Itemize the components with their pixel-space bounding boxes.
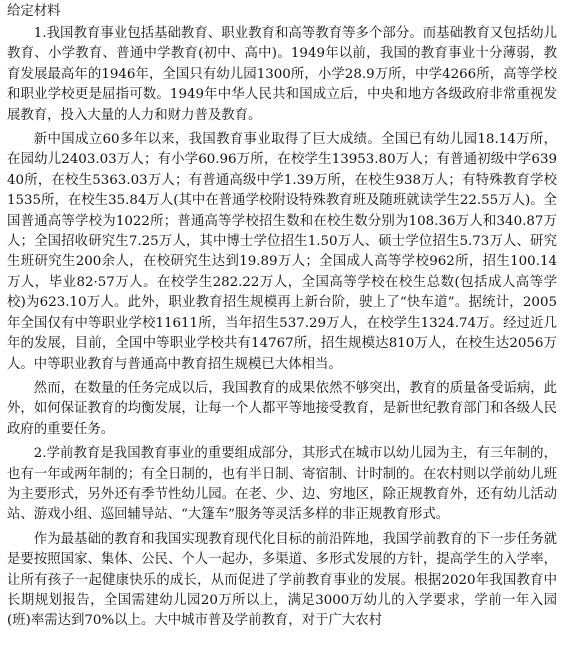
- material-title: 给定材料: [7, 4, 61, 19]
- paragraph-achievements: 新中国成立60多年以来，我国教育事业取得了巨大成绩。全国已有幼儿园18.14万所，在园幼儿2403.03万人；有小学60.96万所，在校学生13953.80万人；有普通初级中学63940所，在校生5363.03万人；有普通高级中学1.39万所，在校生938万人；有特殊教育学校1535所，在校生35.84万人(其中在普通学校附设特殊教育班及随班就读学生22.55万人)。全国普通高等学校为1022所；普通高等学校招生数和在校生数分别为108.36万人和340.87万人；全国招收研究生7.25万人，其中博士学位招生1.50万人、硕士学位招生5.73万人、研究生班研究生200余人，在校研究生达到19.89万人；全国成人高等学校962所，招生100.14万人，毕业82·57万人。在校学生282.22万人，全国高等学校在校生总数(包括成人高等学校)为623.10万人。此外，职业教育招生规模再上新台阶，驶上了“快车道”。据统计，2005年全国仅有中等职业学校11611所，当年招生537.29万人，在校学生1324.74万。经过近几年的发展，目前，全国中等职业学校共有14767所，招生规模达810万人，在校生达2056万人。中等职业教育与普通高中教育招生规模已大体相当。: [7, 132, 557, 372]
- paragraph-preschool-forms: 2.学前教育是我国教育事业的重要组成部分，其形式在城市以幼儿园为主，有三年制的，也有一年或两年制的；有全日制的，也有半日制、寄宿制、计时制的。在农村则以学前幼儿班为主要形式，另外还有季节性幼儿园。在老、少、边、穷地区，除正规教育外，还有幼儿活动站、游戏小组、巡回辅导站、“大篷车”服务等灵活多样的非正规教育形式。: [7, 446, 557, 523]
- paragraph-quality-concerns: 然而，在数量的任务完成以后，我国教育的成果依然不够突出，教育的质量备受诟病，此外，如何保证教育的均衡发展，让每一个人都平等地接受教育，是新世纪教育部门和各级人民政府的重要任务。: [7, 380, 557, 437]
- paragraph-education-overview: 1.我国教育事业包括基础教育、职业教育和高等教育等多个部分。而基础教育又包括幼儿教育、小学教育、普通中学教育(初中、高中)。1949年以前，我国的教育事业十分薄弱，教育发展最高年的1946年，全国只有幼儿园1300所，小学28.9万所，中学4266所，高等学校和职业学校更是屈指可数。1949年中华人民共和国成立后，中央和地方各级政府非常重视发展教育，投入大量的人力和财力普及教育。: [7, 26, 557, 123]
- paragraph-preschool-tasks: 作为最基础的教育和我国实现教育现代化目标的前沿阵地，我国学前教育的下一步任务就是要按照国家、集体、公民、个人一起办，多渠道、多形式发展的方针，提高学生的入学率，让所有孩子一起健康快乐的成长，从而促进了学前教育事业的发展。根据2020年我国教育中长期规划报告，全国需建幼儿园20万所以上，满足3000万幼儿的入学要求，学前一年入园(班)率需达到70%以上。大中城市普及学前教育，对于广大农村: [7, 531, 557, 629]
